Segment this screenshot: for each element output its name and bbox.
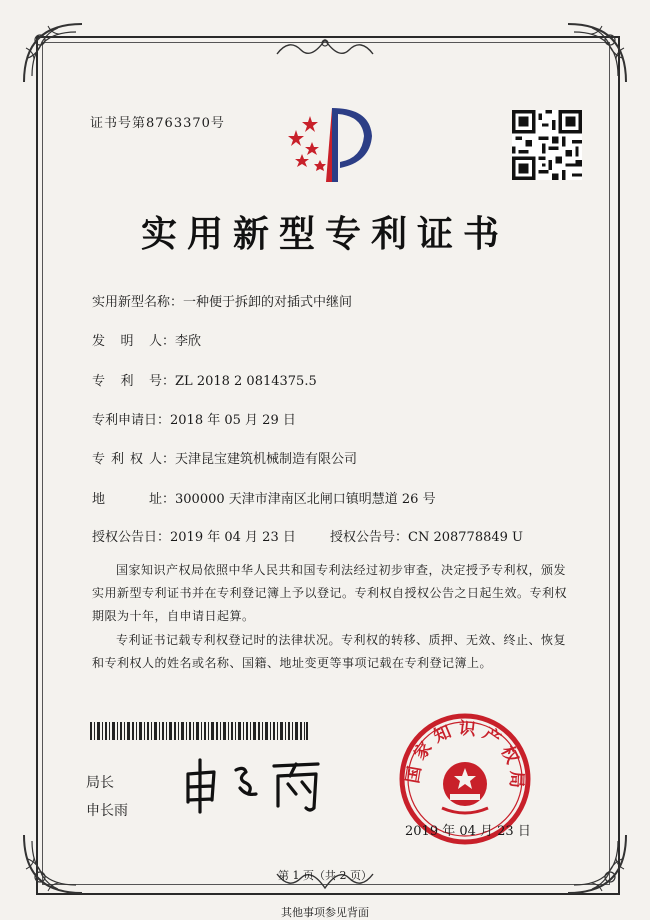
svg-text:国家知识产权局: 国家知识产权局 bbox=[402, 718, 527, 795]
inventor-label: 发 明 人 bbox=[92, 334, 162, 349]
grant-paragraph: 国家知识产权局依照中华人民共和国专利法经过初步审查，决定授予专利权，颁发实用新型专利证书并在专利登记簿上予以登记。专利权自授权公告之日起生效。专利权期限为十年，自申请日起算。 bbox=[92, 563, 568, 623]
seal-date: 2019 年 04 月 23 日 bbox=[405, 824, 531, 839]
page-number: 第 1 页（共 2 页） bbox=[278, 869, 372, 882]
announcement-number-value: CN 208778849 U bbox=[408, 530, 523, 545]
inventor-row: 发 明 人 ：李欣 bbox=[92, 330, 201, 349]
patentee-row: 专 利 权 人 ：天津昆宝建筑机械制造有限公司 bbox=[92, 448, 357, 467]
address-value: 300000 天津市津南区北闸口镇明慧道 26 号 bbox=[175, 492, 436, 507]
patent-number-row: 专 利 号 ：ZL 2018 2 0814375.5 bbox=[92, 370, 317, 389]
certificate-title: 实用新型专利证书 bbox=[140, 213, 509, 255]
utility-model-name-label: 实用新型名称： bbox=[92, 295, 184, 310]
corner-ornament-icon bbox=[562, 829, 632, 899]
utility-model-name-value: 一种便于拆卸的对插式中继间 bbox=[183, 295, 353, 310]
qr-code-icon bbox=[512, 110, 582, 180]
address-label: 地 址 bbox=[92, 492, 162, 507]
application-date-row bbox=[92, 409, 296, 428]
back-note: 其他事项参见背面 bbox=[281, 906, 369, 919]
announcement-date-label: 授权公告日： bbox=[92, 530, 171, 545]
application-date-label: 专利申请日： bbox=[92, 413, 171, 428]
inventor-value: 李欣 bbox=[175, 334, 202, 349]
announcement-date-value: 2019 年 04 月 23 日 bbox=[170, 530, 296, 545]
announcement-date-row bbox=[92, 526, 296, 545]
handwritten-signature-icon bbox=[178, 754, 328, 816]
barcode-icon bbox=[90, 722, 308, 740]
corner-ornament-icon bbox=[18, 829, 88, 899]
patent-number-label: 专 利 号 bbox=[92, 374, 162, 389]
utility-model-name-row bbox=[92, 291, 352, 310]
director-title: 局长 bbox=[86, 775, 114, 791]
legal-status-paragraph: 专利证书记载专利权登记时的法律状况。专利权的转移、质押、无效、终止、恢复和专利权人的姓名或名称、国籍、地址变更等事项记载在专利登记簿上。 bbox=[92, 633, 567, 670]
certificate-number: 证书号第8763370号 bbox=[90, 116, 225, 131]
corner-ornament-icon bbox=[18, 18, 88, 88]
patent-office-logo-icon bbox=[282, 100, 378, 186]
director-name: 申长雨 bbox=[86, 803, 128, 819]
address-row: 地 址 ：300000 天津市津南区北闸口镇明慧道 26 号 bbox=[92, 488, 436, 507]
patentee-value: 天津昆宝建筑机械制造有限公司 bbox=[175, 452, 358, 467]
patentee-label: 专 利 权 人 bbox=[92, 452, 162, 467]
patent-number-value: ZL 2018 2 0814375.5 bbox=[175, 374, 317, 389]
announcement-number-label: 授权公告号： bbox=[330, 530, 409, 545]
top-ornament-icon bbox=[275, 34, 375, 60]
announcement-number-row bbox=[330, 526, 523, 545]
corner-ornament-icon bbox=[562, 18, 632, 88]
application-date-value: 2018 年 05 月 29 日 bbox=[170, 413, 296, 428]
